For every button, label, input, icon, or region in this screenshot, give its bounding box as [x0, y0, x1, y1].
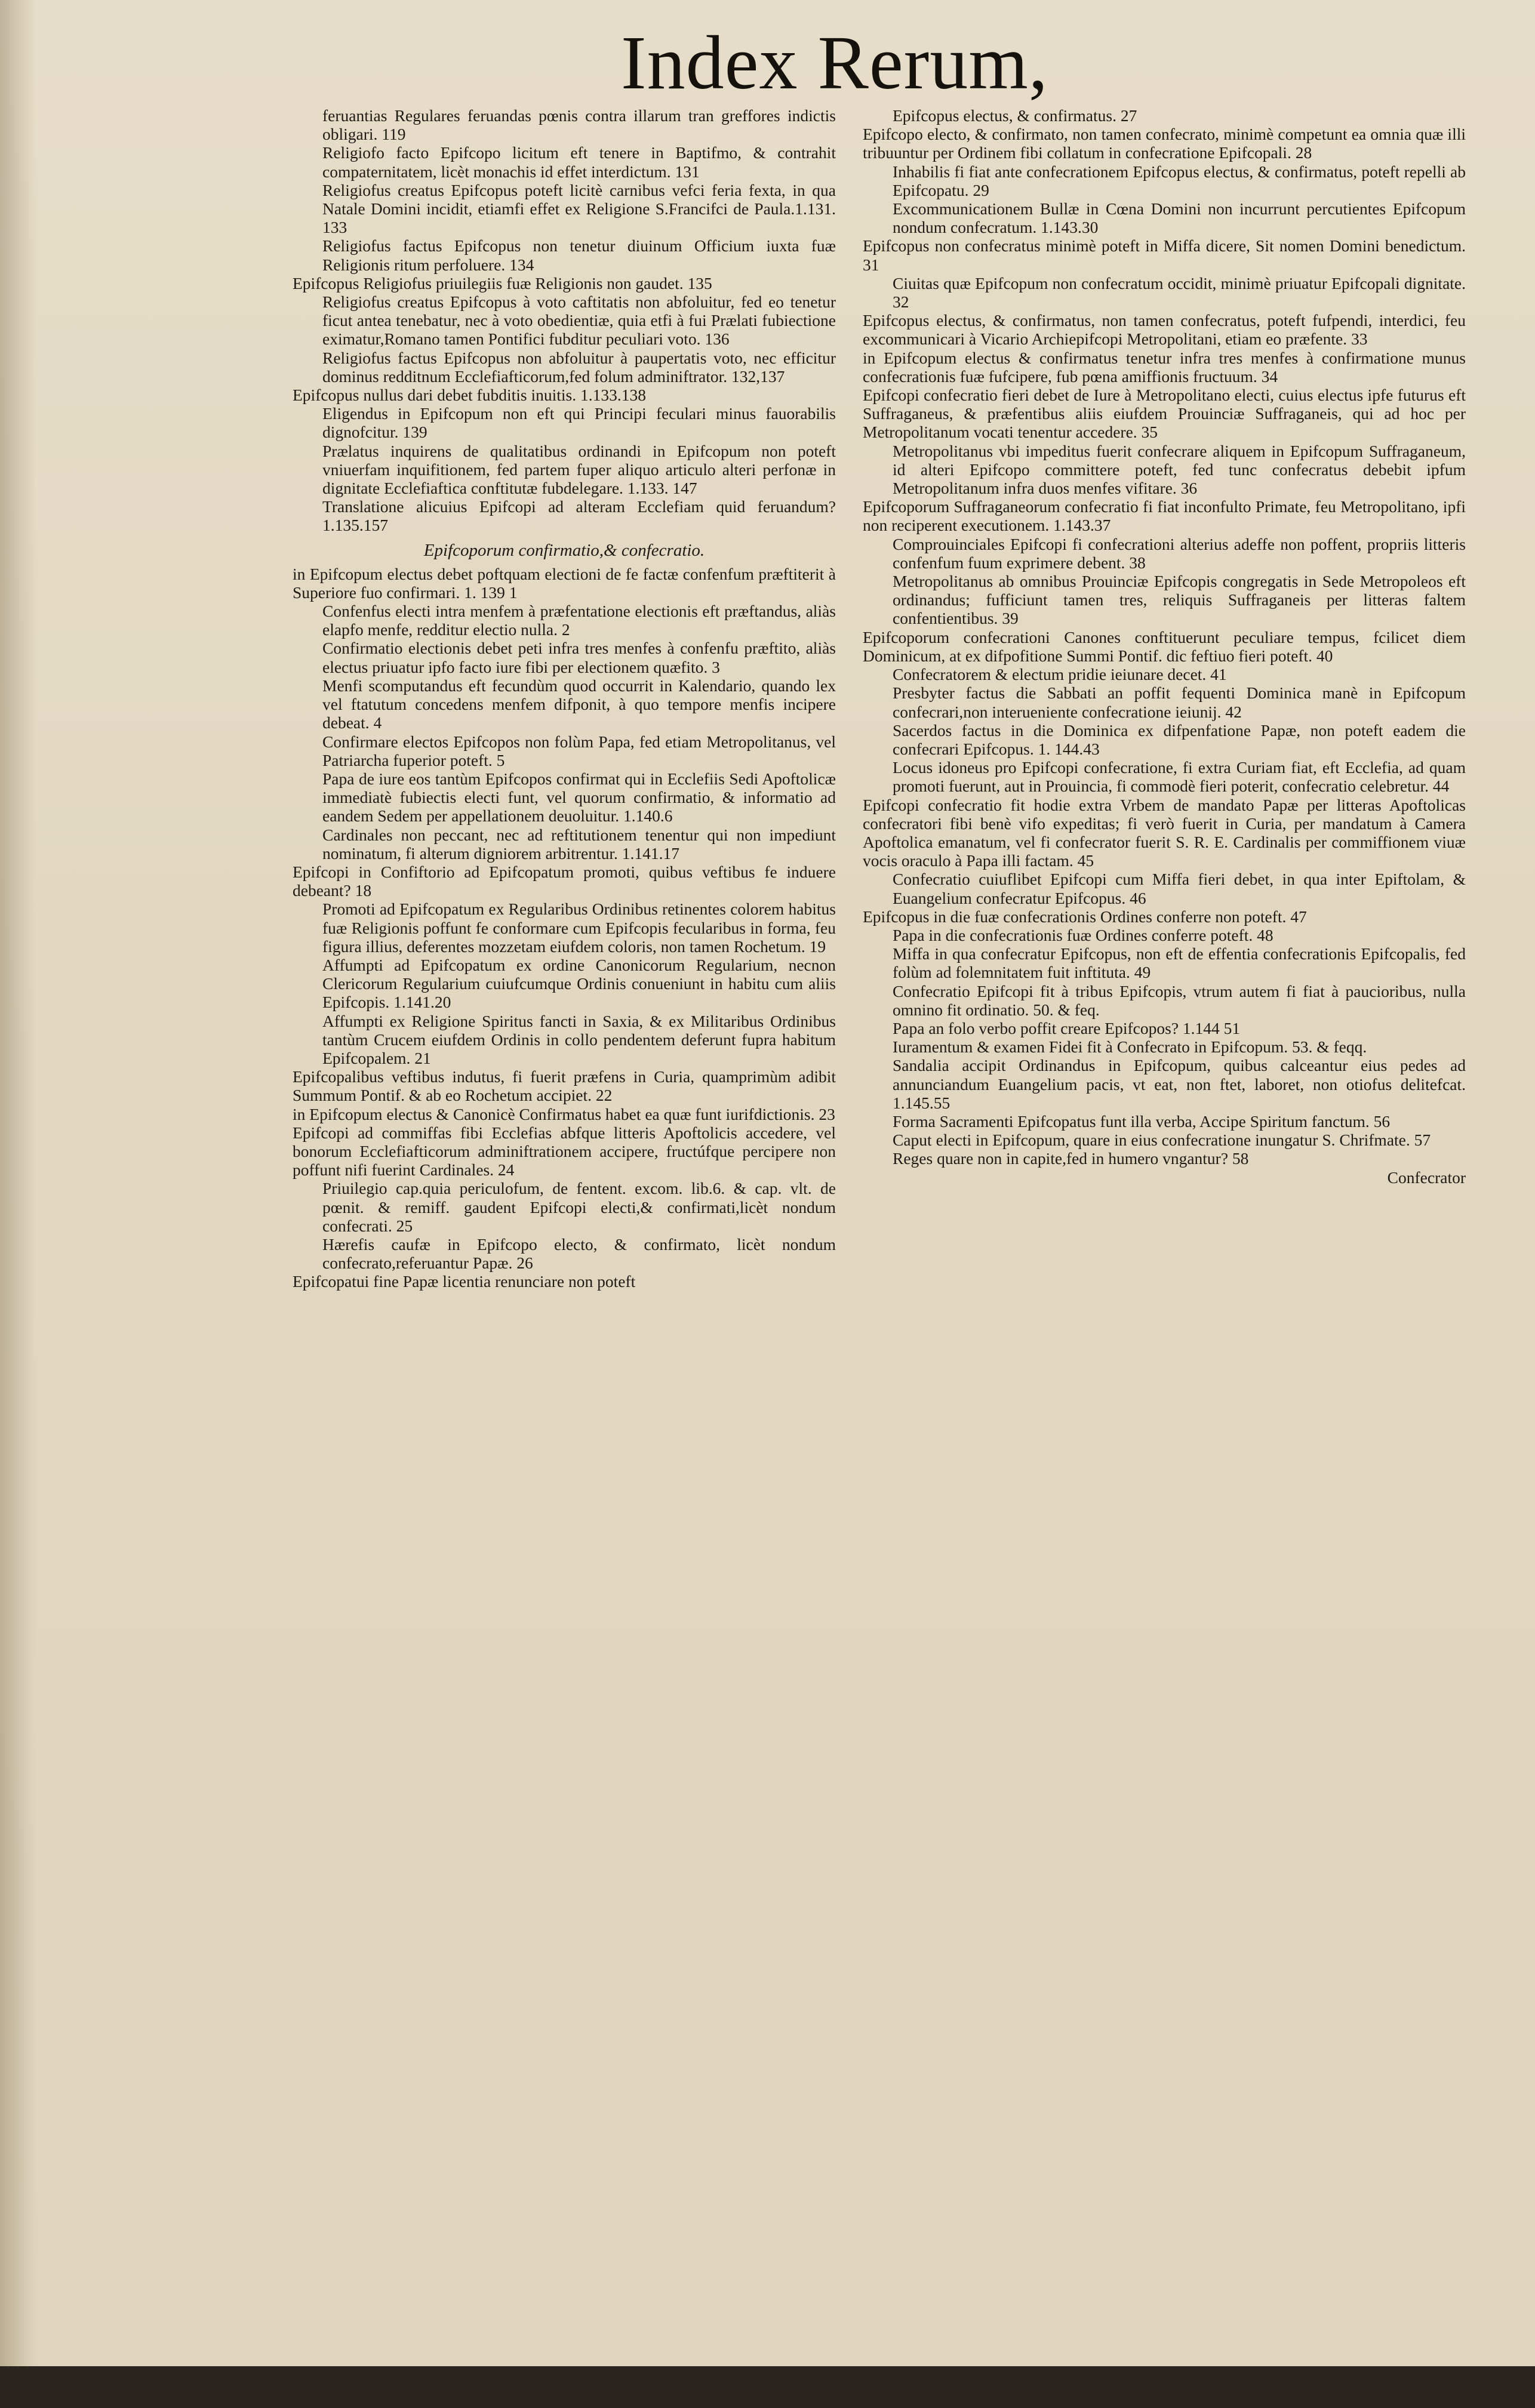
index-entry: Reges quare non in capite,fed in humero vngantur? 58	[893, 1149, 1249, 1168]
index-entry: Presbyter factus die Sabbati an poffit fequenti Dominica manè in Epifcopum confecrari,non interueniente confecratione ieiunij. 42	[893, 683, 1466, 721]
index-entry: Epifcopatui fine Papæ licentia renunciare non poteft	[293, 1272, 636, 1291]
index-entry: Cardinales non peccant, nec ad reftitutionem tenentur qui non impediunt nominatum, fi alterum digniorem arbitrentur. 1.141.17	[322, 825, 836, 863]
index-entry: Caput electi in Epifcopum, quare in eius confecratione inungatur S. Chrifmate. 57	[893, 1131, 1431, 1150]
index-entry: Confecratorem & electum pridie ieiunare decet. 41	[893, 665, 1227, 684]
index-entry: in Epifcopum electus debet poftquam electioni de fe factæ confenfum præftiterit à Superiore fuo confirmari. 1. 139 1	[293, 564, 836, 602]
catchword: Confecrator	[1387, 1168, 1466, 1187]
index-entry: Iuramentum & examen Fidei fit à Confecrato in Epifcopum. 53. & feqq.	[893, 1037, 1367, 1057]
index-entry: Epifcopi in Confiftorio ad Epifcopatum promoti, quibus veftibus fe induere debeant? 18	[293, 862, 836, 900]
index-entry: Confirmare electos Epifcopos non folùm Papa, fed etiam Metropolitanus, vel Patriarcha fuperior poteft. 5	[322, 732, 836, 769]
index-entry: Affumpti ad Epifcopatum ex ordine Canonicorum Regularium, necnon Clericorum Regularium cuiufcumque Ordinis conueniunt in habitu cum aliis Epifcopis. 1.141.20	[322, 955, 836, 1012]
index-entry: feruantias Regulares feruandas pœnis contra illarum tran greffores indictis obligari. 119	[322, 106, 836, 144]
index-entry: Confecratio cuiuflibet Epifcopi cum Miffa fieri debet, in qua inter Epiftolam, & Euangelium confecratur Epifcopus. 46	[893, 870, 1466, 907]
index-entry: Confirmatio electionis debet peti infra tres menfes à confenfu præftito, aliàs electus priuatur ipfo facto iure fibi per electionem quæfito. 3	[322, 639, 836, 676]
index-entry: Affumpti ex Religione Spiritus fancti in Saxia, & ex Militaribus Ordinibus tantùm Crucem eiufdem Ordinis in collo pendentem deferunt fupra habitum Epifcopalem. 21	[322, 1011, 836, 1067]
index-entry: Papa in die confecrationis fuæ Ordines conferre poteft. 48	[893, 925, 1273, 944]
index-entry: Miffa in qua confecratur Epifcopus, non eft de effentia confecrationis Epifcopalis, fed folùm ad folemnitatem fuit inftituta. 49	[893, 944, 1466, 982]
index-entry: Priuilegio cap.quia periculofum, de fentent. excom. lib.6. & cap. vlt. de pœnit. & remiff. gaudent Epifcopi electi,& confirmati,licèt nondum confecrati. 25	[322, 1179, 836, 1235]
index-entry: Epifcoporum confecrationi Canones conftituerunt peculiare tempus, fcilicet diem Dominicum, at ex difpofitione Summi Pontif. dic feftiuo fieri poteft. 40	[863, 627, 1466, 665]
index-entry: Epifcopus in die fuæ confecrationis Ordines conferre non poteft. 47	[863, 907, 1307, 926]
index-entry: Epifcopi confecratio fit hodie extra Vrbem de mandato Papæ per litteras Apoftolicas confecratori fibi benè vifo expeditas; fi verò fuerit in Curia, per mandatum à Camera Apoftolica emanatum, vel fi confecrator fuerit S. R. E. Cardinalis per commiffionem viuæ vocis oraculo à Papa illi factam. 45	[863, 795, 1466, 870]
index-entry: Religiofus factus Epifcopus non abfoluitur à paupertatis voto, nec efficitur dominus redditnum Ecclefiafticorum,fed folum adminiftrator. 132,137	[322, 348, 836, 386]
index-entry: Religiofus creatus Epifcopus à voto caftitatis non abfoluitur, fed eo tenetur ficut antea tenebatur, nec à voto obedientiæ, quia etfi à fui Prælati fubiectione eximatur,Romano tamen Pontifici fubditur peculiari voto. 136	[322, 292, 836, 349]
index-entry: Comprouinciales Epifcopi fi confecrationi alterius adeffe non poffent, propriis litteris confenfum fuum exprimere debent. 38	[893, 534, 1466, 572]
index-entry: Epifcopi confecratio fieri debet de Iure à Metropolitano electi, cuius electus ipfe futurus eft Suffraganeus, & præfentibus aliis eiufdem Prouinciæ Suffraganeis, qui ad hoc per Metropolitanum vocati tenentur accedere. 35	[863, 386, 1466, 442]
index-entry: Papa de iure eos tantùm Epifcopos confirmat qui in Ecclefiis Sedi Apoftolicæ immediatè fubiectis electi funt, vel quorum confirmatio, & informatio ad eandem Sedem per appellationem deuoluitur. 1.140.6	[322, 769, 836, 826]
index-entry: Epifcopalibus veftibus indutus, fi fuerit præfens in Curia, quamprimùm adibit Summum Pontif. & ab eo Rochetum accipiet. 22	[293, 1067, 836, 1105]
index-entry: Epifcopo electo, & confirmato, non tamen confecrato, minimè competunt ea omnia quæ illi tribuuntur per Ordinem fibi collatum in confecratione Epifcopali. 28	[863, 125, 1466, 162]
index-entry: Hærefis caufæ in Epifcopo electo, & confirmato, licèt nondum confecrato,referuantur Papæ. 26	[322, 1234, 836, 1273]
section-heading: Epifcoporum confirmatio,& confecratio.	[423, 540, 705, 560]
index-entry: Sacerdos factus in die Dominica ex difpenfatione Papæ, non poteft eadem die confecrari Epifcopus. 1. 144.43	[893, 720, 1466, 758]
index-entry: Inhabilis fi fiat ante confecrationem Epifcopus electus, & confirmatus, poteft repelli ab Epifcopatu. 29	[893, 162, 1466, 199]
right-column	[863, 106, 1466, 1187]
index-entry: Religiofus factus Epifcopus non tenetur diuinum Officium iuxta fuæ Religionis ritum perfoluere. 134	[322, 236, 836, 274]
index-entry: Prælatus inquirens de qualitatibus ordinandi in Epifcopum non poteft vniuerfam inquifitionem, fed partem fuper aliquo articulo alteri perfonæ in dignitate Ecclefiaftica conftitutæ fubdelegare. 1.133. 147	[322, 441, 836, 498]
index-entry: Epifcopus electus, & confirmatus. 27	[893, 106, 1137, 125]
index-entry: Ciuitas quæ Epifcopum non confecratum occidit, minimè priuatur Epifcopali dignitate. 32	[893, 273, 1466, 312]
index-entry: Epifcopus electus, & confirmatus, non tamen confecratus, poteft fufpendi, interdici, feu excommunicari à Vicario Archiepifcopi Metropolitani, etiam eo præfente. 33	[863, 311, 1466, 349]
index-entry: Epifcopus nullus dari debet fubditis inuitis. 1.133.138	[293, 386, 646, 405]
index-entry: Epifcopus Religiofus priuilegiis fuæ Religionis non gaudet. 135	[293, 273, 712, 292]
index-entry: Promoti ad Epifcopatum ex Regularibus Ordinibus retinentes colorem habitus fuæ Religionis poffunt fe conformare cum Epifcopis fecularibus in forma, feu figura illius, deferentes mozzetam eiufdem coloris, non tamen Rochetum. 19	[322, 900, 836, 956]
index-entry: Religiofus creatus Epifcopus poteft licitè carnibus vefci feria fexta, in qua Natale Domini incidit, etiamfi effet ex Religione S.Francifci de Paula.1.131. 133	[322, 180, 836, 237]
index-entry: in Epifcopum electus & Canonicè Confirmatus habet ea quæ funt iurifdictionis. 23	[293, 1104, 835, 1123]
index-entry: Epifcopi ad commiffas fibi Ecclefias abfque litteris Apoftolicis accedere, vel bonorum Ecclefiafticorum adminiftrationem accipere, fructúfque percipere non poffunt nifi fuerint Cardinales. 24	[293, 1123, 836, 1180]
page-title: Index Rerum,	[621, 20, 1048, 105]
index-entry: Locus idoneus pro Epifcopi confecratione, fi extra Curiam fiat, eft Ecclefia, ad quam promoti fuerunt, aut in Prouincia, fi commodè fieri poterit, confecratio celebretur. 44	[893, 758, 1466, 796]
index-entry: Eligendus in Epifcopum non eft qui Principi feculari minus fauorabilis dignofcitur. 139	[322, 404, 836, 442]
index-entry: Metropolitanus vbi impeditus fuerit confecrare aliquem in Epifcopum Suffraganeum, id alteri Epifcopo committere poteft, fed tunc confecratus debebit ipfum Metropolitanum infra duos menfes vifitare. 36	[893, 441, 1466, 498]
index-entry: Confenfus electi intra menfem à præfentatione electionis eft præftandus, aliàs elapfo menfe, redditur electio nulla. 2	[322, 602, 836, 639]
index-entry: Sandalia accipit Ordinandus in Epifcopum, quibus calceantur eius pedes ad annunciandum Euangelium pacis, vt eat, non ftet, laboret, non otiofus delitefcat. 1.145.55	[893, 1056, 1466, 1112]
index-entry: Religiofo facto Epifcopo licitum eft tenere in Baptifmo, & contrahit compaternitatem, licèt monachis id effet interdictum. 131	[322, 143, 836, 181]
index-entry: Translatione alicuius Epifcopi ad alteram Ecclefiam quid feruandum? 1.135.157	[322, 497, 836, 535]
index-entry: Forma Sacramenti Epifcopatus funt illa verba, Accipe Spiritum fanctum. 56	[893, 1111, 1391, 1131]
index-entry: Metropolitanus ab omnibus Prouinciæ Epifcopis congregatis in Sede Metropoleos eft ordinandus; fufficiunt tamen tres, reliquis Suffraganeis per litteras faltem confentientibus. 39	[893, 572, 1466, 628]
page-edge-shadow	[0, 0, 36, 2408]
scan-bottom-edge	[0, 2366, 1535, 2408]
left-column	[293, 106, 836, 1291]
index-entry: Papa an folo verbo poffit creare Epifcopos? 1.144 51	[893, 1018, 1241, 1037]
index-entry: Confecratio Epifcopi fit à tribus Epifcopis, vtrum autem fi fiat à paucioribus, nulla omnino fit ordinatio. 50. & feq.	[893, 981, 1466, 1019]
index-entry: Epifcopus non confecratus minimè poteft in Miffa dicere, Sit nomen Domini benedictum. 31	[863, 236, 1466, 274]
index-entry: in Epifcopum electus & confirmatus tenetur infra tres menfes à confirmatione munus confecrationis fuæ fufcipere, fub pœna amiffionis fructuum. 34	[863, 348, 1466, 386]
index-entry: Menfi scomputandus eft fecundùm quod occurrit in Kalendario, quando lex vel ftatutum concedens menfem difponit, à quo tempore menfis incipere debeat. 4	[322, 676, 836, 732]
index-entry: Excommunicationem Bullæ in Cœna Domini non incurrunt percutientes Epifcopum nondum confecratum. 1.143.30	[893, 199, 1466, 237]
index-entry: Epifcoporum Suffraganeorum confecratio fi fiat inconfulto Primate, feu Metropolitano, ipfi non reciperent executionem. 1.143.37	[863, 497, 1466, 535]
